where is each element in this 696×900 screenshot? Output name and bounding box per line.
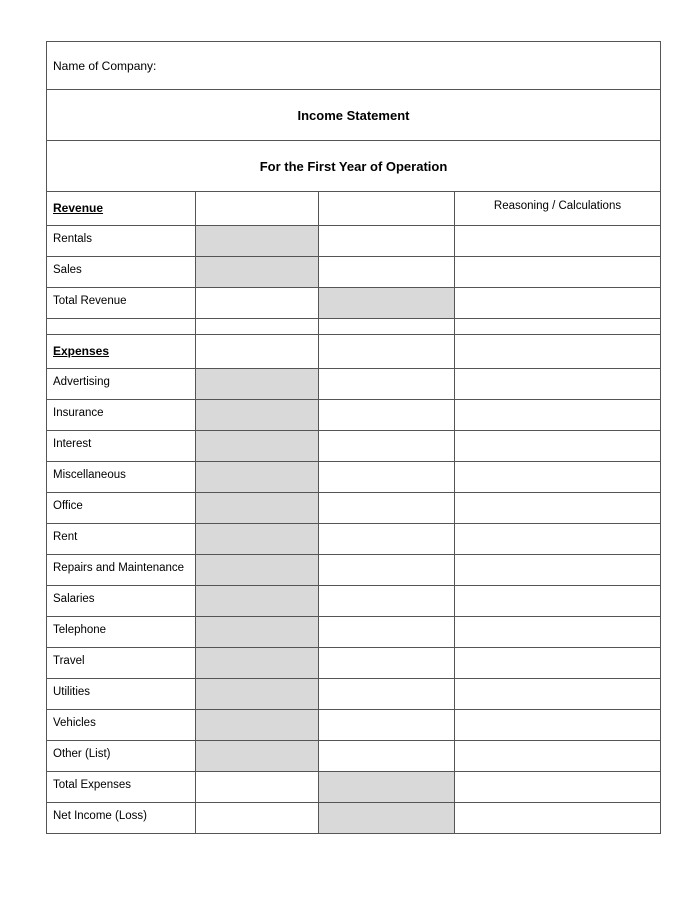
- row-label: Rentals: [47, 226, 196, 256]
- reasoning-cell[interactable]: [455, 226, 660, 256]
- reasoning-cell[interactable]: [455, 335, 660, 368]
- row-label: Vehicles: [47, 710, 196, 740]
- amount-cell[interactable]: [196, 586, 319, 616]
- table-row: [46, 555, 661, 586]
- table-row: [46, 493, 661, 524]
- net-income-row: [46, 803, 661, 834]
- total-cell[interactable]: [319, 369, 455, 399]
- row-label: Repairs and Maintenance: [47, 555, 196, 585]
- table-row: [46, 431, 661, 462]
- subtitle-row: [46, 141, 661, 192]
- spacer-cell: [47, 319, 196, 334]
- income-statement-form: [46, 41, 661, 834]
- total-cell[interactable]: [319, 772, 455, 802]
- row-label: Sales: [47, 257, 196, 287]
- total-cell[interactable]: [319, 462, 455, 492]
- row-label: Office: [47, 493, 196, 523]
- reasoning-cell[interactable]: [455, 400, 660, 430]
- total-cell[interactable]: [319, 335, 455, 368]
- reasoning-cell[interactable]: [455, 586, 660, 616]
- reasoning-cell[interactable]: [455, 369, 660, 399]
- amount-cell[interactable]: [196, 462, 319, 492]
- total-cell[interactable]: [319, 679, 455, 709]
- reasoning-cell[interactable]: [455, 555, 660, 585]
- amount-cell[interactable]: [196, 288, 319, 318]
- amount-cell[interactable]: [196, 335, 319, 368]
- reasoning-cell[interactable]: [455, 431, 660, 461]
- total-cell[interactable]: [319, 555, 455, 585]
- reasoning-cell[interactable]: [455, 462, 660, 492]
- row-label: Total Expenses: [47, 772, 196, 802]
- spacer-cell: [455, 319, 660, 334]
- amount-cell[interactable]: [196, 400, 319, 430]
- amount-cell[interactable]: [196, 555, 319, 585]
- amount-cell[interactable]: [196, 524, 319, 554]
- reasoning-cell[interactable]: [455, 648, 660, 678]
- reasoning-cell[interactable]: [455, 617, 660, 647]
- total-cell[interactable]: [319, 524, 455, 554]
- reasoning-cell[interactable]: [455, 679, 660, 709]
- row-label: Other (List): [47, 741, 196, 771]
- reasoning-cell[interactable]: [455, 710, 660, 740]
- amount-cell[interactable]: [196, 257, 319, 287]
- reasoning-cell[interactable]: [455, 803, 660, 833]
- amount-cell[interactable]: [196, 617, 319, 647]
- amount-cell[interactable]: [196, 648, 319, 678]
- row-label: Advertising: [47, 369, 196, 399]
- spacer-row: [46, 319, 661, 335]
- row-label: Net Income (Loss): [47, 803, 196, 833]
- expenses-header-row: [46, 335, 661, 369]
- row-label: Rent: [47, 524, 196, 554]
- total-expenses-row: [46, 772, 661, 803]
- total-revenue-row: [46, 288, 661, 319]
- table-row: [46, 524, 661, 555]
- row-label: Telephone: [47, 617, 196, 647]
- reasoning-header: Reasoning / Calculations: [493, 200, 622, 212]
- total-cell[interactable]: [319, 493, 455, 523]
- table-row: [46, 462, 661, 493]
- row-label: Salaries: [47, 586, 196, 616]
- row-label: Utilities: [47, 679, 196, 709]
- total-cell[interactable]: [319, 710, 455, 740]
- amount-cell[interactable]: [196, 431, 319, 461]
- total-cell[interactable]: [319, 192, 455, 225]
- amount-cell[interactable]: [196, 710, 319, 740]
- amount-cell[interactable]: [196, 192, 319, 225]
- amount-cell[interactable]: [196, 803, 319, 833]
- total-cell[interactable]: [319, 741, 455, 771]
- revenue-heading: Revenue: [47, 192, 196, 225]
- reasoning-cell[interactable]: [455, 524, 660, 554]
- table-row: [46, 257, 661, 288]
- row-label: Miscellaneous: [47, 462, 196, 492]
- table-row: [46, 617, 661, 648]
- table-row: [46, 226, 661, 257]
- company-row: [46, 41, 661, 90]
- total-cell[interactable]: [319, 431, 455, 461]
- reasoning-cell[interactable]: [455, 493, 660, 523]
- row-label: Insurance: [47, 400, 196, 430]
- amount-cell[interactable]: [196, 226, 319, 256]
- table-row: [46, 400, 661, 431]
- statement-subtitle: For the First Year of Operation: [259, 158, 448, 174]
- table-row: [46, 710, 661, 741]
- total-cell[interactable]: [319, 257, 455, 287]
- revenue-header-row: [46, 192, 661, 226]
- total-cell[interactable]: [319, 400, 455, 430]
- row-label: Travel: [47, 648, 196, 678]
- table-row: [46, 679, 661, 710]
- table-row: [46, 369, 661, 400]
- total-cell[interactable]: [319, 586, 455, 616]
- total-cell[interactable]: [319, 803, 455, 833]
- spacer-cell: [196, 319, 319, 334]
- amount-cell[interactable]: [196, 369, 319, 399]
- amount-cell[interactable]: [196, 772, 319, 802]
- reasoning-cell[interactable]: [455, 741, 660, 771]
- row-label: Total Revenue: [47, 288, 196, 318]
- company-name-label[interactable]: Name of Company:: [53, 58, 157, 73]
- total-cell[interactable]: [319, 617, 455, 647]
- total-cell[interactable]: [319, 648, 455, 678]
- table-row: [46, 648, 661, 679]
- reasoning-cell[interactable]: [455, 288, 660, 318]
- row-label: Interest: [47, 431, 196, 461]
- amount-cell[interactable]: [196, 741, 319, 771]
- statement-title: Income Statement: [297, 107, 410, 123]
- table-row: [46, 741, 661, 772]
- total-cell[interactable]: [319, 288, 455, 318]
- spacer-cell: [319, 319, 455, 334]
- expenses-heading: Expenses: [47, 335, 196, 368]
- reasoning-cell[interactable]: [455, 772, 660, 802]
- reasoning-cell[interactable]: [455, 257, 660, 287]
- table-row: [46, 586, 661, 617]
- amount-cell[interactable]: [196, 493, 319, 523]
- title-row: [46, 90, 661, 141]
- total-cell[interactable]: [319, 226, 455, 256]
- amount-cell[interactable]: [196, 679, 319, 709]
